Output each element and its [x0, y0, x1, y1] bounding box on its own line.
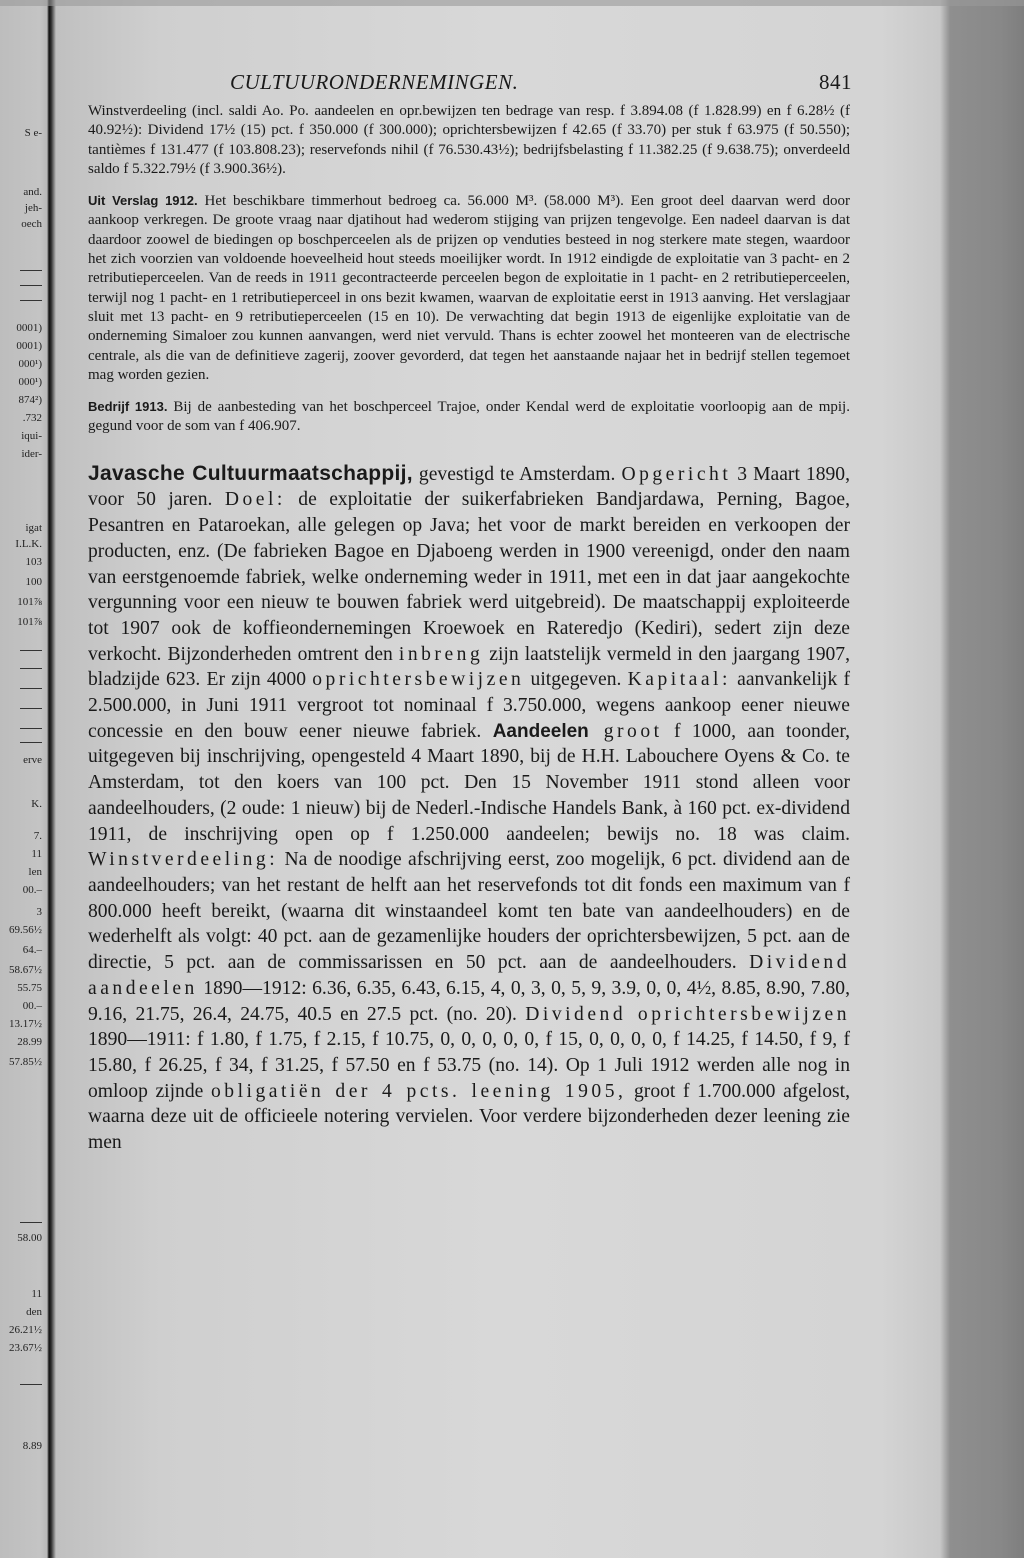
obligatien-text: groot f 1.700.000 afgelost, waarna deze uit de officieele notering vervielen. Voor verdere bijzonderheden dezer leening zie men: [88, 1080, 850, 1154]
margin-fragment: 23.67½: [9, 1342, 42, 1354]
margin-rule: [20, 650, 42, 651]
aandeelen-text: f 1000, aan toonder, uitgegeven bij inschrijving, opengesteld 4 Maart 1890, bij de H.H. Labouchere Oyens & Co. te Amsterdam, tot den koers van 100 pct. Den 15 November 1911 stond alleen voor aandeelhouders, (2 oude: 1 nieuw) bij de Nederl.-Indische Handels Bank, à 160 pct. ex-dividend 1911, de inschrijving open op f 1.250.000 aandeelen; bewijs no. 18 was claim.: [88, 720, 850, 845]
margin-rule: [20, 742, 42, 743]
opgericht-text: 3 Maart 1890, voor 50 jaren.: [88, 463, 850, 511]
groot-label: groot: [588, 720, 663, 742]
margin-rule: [20, 708, 42, 709]
company-entry: [88, 461, 850, 1156]
margin-fragment: 3: [36, 906, 42, 918]
margin-fragment: jeh-: [24, 202, 42, 214]
margin-rule: [20, 1222, 42, 1223]
margin-fragment: oech: [21, 218, 42, 230]
margin-fragment: K.: [31, 798, 42, 810]
margin-rule: [20, 1384, 42, 1385]
running-title: CULTUURONDERNEMINGEN.: [230, 70, 519, 94]
aandeelen-label: Aandeelen: [492, 720, 589, 742]
company-seat: gevestigd te Amsterdam.: [412, 463, 616, 485]
margin-fragment: 13.17½: [9, 1018, 42, 1030]
margin-rule: [20, 300, 42, 301]
margin-rule: [20, 728, 42, 729]
kapitaal-text: aanvankelijk f 2.500.000, in Juni 1911 vergroot tot nominaal f 3.750.000, wegens aankoop eener nieuwe concessie en den bouw eener nieuwe fabriek.: [88, 669, 850, 742]
margin-fragment: 874²): [18, 394, 42, 406]
margin-fragment: S e-: [24, 127, 42, 139]
margin-rule: [20, 285, 42, 286]
margin-fragment: ider-: [21, 448, 42, 460]
margin-fragment: 8.89: [22, 1440, 42, 1452]
margin-fragment: and.: [23, 186, 42, 198]
obligatien-label: obligatiën der 4 pcts. leening 1905,: [210, 1080, 627, 1102]
verslag-text: Het beschikbare timmerhout bedroeg ca. 56.000 M³. (58.000 M³). Een groot deel daarvan werd door aankoop verkregen. De groote vraag naar djatihout had wederom stijging van prijzen tengevolge. Een nadeel daarvan is dat daardoor zoowel de biedingen op boschperceelen als de prijzen op venduties besteed in nog sterkere mate stegen, waardoor het zich voorzien van voldoende hoeveelheid hout steeds moeilijker wordt. In 1912 eindigde de exploitatie van 3 pacht- en 2 retributieperceelen. Van de reeds in 1911 gecontracteerde perceelen begon de exploitatie in 1 pacht- en 2 retributieperceelen, terwijl nog 1 pacht- en 1 retributieperceel in ons bezit kwamen, waarvan de exploitatie eerst in 1913 aanving. Het verslagjaar sluit met 13 pacht- en 9 retributieperceelen (15 en 10). De verwachting dat begin 1913 de eigenlijke exploitatie van de onderneming Simaloer zou kunnen aanvangen, werd niet vervuld. Thans is echter zoowel het monteeren van de electrische centrale, als die van de definitieve zagerij, zoover gevorderd, dat tegen het aanstaande najaar het in bedrijf stellen tegemoet mag worden gezien.: [88, 193, 851, 383]
verslag-lead: Uit Verslag 1912.: [88, 193, 198, 209]
previous-page-margin: [0, 0, 46, 1558]
winstverdeeling-label: Winstverdeeling:: [88, 849, 279, 871]
margin-fragment: 00.–: [22, 1000, 42, 1012]
margin-fragment: len: [28, 866, 42, 878]
margin-fragment: 28.99: [17, 1036, 42, 1048]
winstverdeeling-paragraph: Winstverdeeling (incl. saldi Ao. Po. aandeelen en opr.bewijzen ten bedrage van resp. f 3.894.08 (f 1.828.99) en f 6.28½ (f 40.92½): Dividend 17½ (15) pct. f 350.000 (f 300.000); oprichtersbewijzen f 42.65 (f 33.70) per stuk f 63.975 (f 50.550); tantièmes f 131.477 (f 103.808.23); reservefonds nihil (f 76.530.43½); bedrijfsbelasting f 11.382.25 (f 9.638.75); onverdeeld saldo f 5.322.79½ (f 3.900.36½).: [88, 103, 850, 177]
document-page: [88, 70, 850, 1156]
margin-fragment: 69.56½: [9, 924, 42, 936]
verslag-paragraph: [88, 191, 850, 385]
oprichters-label: oprichtersbewijzen: [312, 669, 525, 691]
margin-fragment: igat: [25, 522, 42, 534]
kapitaal-label: Kapitaal:: [627, 669, 731, 691]
dividend-oprichters-label: Dividend oprichtersbewijzen: [525, 1003, 850, 1025]
margin-fragment: 55.75: [17, 982, 42, 994]
margin-fragment: 0001): [16, 340, 42, 352]
margin-fragment: 7.: [33, 830, 42, 842]
margin-rule: [20, 270, 42, 271]
margin-fragment: I.L.K.: [15, 538, 42, 550]
page-number: 841: [819, 70, 852, 94]
margin-fragment: 11: [31, 848, 42, 860]
margin-fragment: iqui-: [21, 430, 42, 442]
dividend-oprichters-text: 1890—1911: f 1.80, f 1.75, f 2.15, f 10.75, 0, 0, 0, 0, 0, f 15, 0, 0, 0, 0, f 14.25, f 14.50, f 9, f 15.80, f 26.25, f 34, f 31.25, f 57.50 en f 53.75 (no. 14). Op 1 Juli 1912 werden alle nog in omloop zijnde: [88, 1029, 850, 1102]
margin-fragment: 000¹): [18, 358, 42, 370]
margin-rule: [20, 668, 42, 669]
margin-fragment: den: [26, 1306, 42, 1318]
doel-label: Doel:: [224, 489, 286, 511]
margin-fragment: 103: [25, 556, 42, 568]
margin-fragment: 58.00: [17, 1232, 42, 1244]
margin-fragment: 11: [31, 1288, 42, 1300]
margin-fragment: 101⅞: [17, 596, 42, 608]
oprichters-text: uitgegeven.: [524, 669, 628, 691]
inbreng-text: zijn laatstelijk vermeld in den jaargang 1907, bladzijde 623. Er zijn 4000: [88, 643, 850, 691]
margin-fragment: 00.–: [22, 884, 42, 896]
running-header: [88, 70, 850, 104]
doel-text: de exploitatie der suikerfabrieken Bandjardawa, Perning, Bagoe, Pesantren en Pataroekan, alle gelegen op Java; het voor de markt bereiden en verkoopen der producten, enz. (De fabrieken Bagoe en Djaboeng werden in 1900 vereenigd, onder den naam van eerstgenoemde fabriek, welke onderneming weder in 1911, met een in dat jaar aangekochte vergunning voor een nieuw te bouwen fabriek werd uitgebreid). De maatschappij exploiteerde tot 1907 ook de koffieondernemingen Kroewoek en Rateredjo (Kediri), sedert zijn deze verkocht. Bijzonderheden omtrent den: [88, 489, 850, 665]
dividend-aandeelen-text: 1890—1912: 6.36, 6.35, 6.43, 6.15, 4, 0, 3, 0, 5, 9, 3.9, 0, 0, 4½, 8.85, 8.90, 7.80, 9.16, 21.75, 26.4, 24.75, 40.5 en 27.5 pct. (no. 20).: [88, 977, 850, 1025]
margin-rule: [20, 688, 42, 689]
company-name: Javasche Cultuurmaatschappij,: [88, 461, 413, 485]
page-top-edge: [0, 0, 1024, 6]
opgericht-label: Opgericht: [621, 463, 732, 485]
margin-fragment: 26.21½: [9, 1324, 42, 1336]
margin-fragment: .732: [22, 412, 42, 424]
bedrijf-text: Bij de aanbesteding van het boschperceel Trajoe, onder Kendal werd de exploitatie voorloopig aan de mpij. gegund voor de som van f 406.907.: [88, 399, 850, 435]
margin-fragment: erve: [23, 754, 42, 766]
margin-fragment: 101⅞: [17, 616, 42, 628]
margin-fragment: 64.–: [22, 944, 42, 956]
winstverdeeling-text: Na de noodige afschrijving eerst, zoo mogelijk, 6 pct. dividend aan de aandeelhouders; van het restant de helft aan het reservefonds tot dit fonds een maximum van f 800.000 heeft bereikt, (waarna dit winstaandeel komt ten bate van aandeelhouders) en de wederhelft als volgt: 40 pct. aan de gezamenlijke houders der oprichtersbewijzen, 5 pct. aan de directie, 5 pct. aan de commissarissen en 50 pct. aan de aandeelhouders.: [88, 849, 850, 974]
bedrijf-paragraph: [88, 397, 850, 437]
margin-fragment: 57.85½: [9, 1056, 42, 1068]
margin-fragment: 58.67½: [9, 964, 42, 976]
bedrijf-lead: Bedrijf 1913.: [88, 399, 168, 415]
margin-fragment: 000¹): [18, 376, 42, 388]
margin-fragment: 0001): [16, 322, 42, 334]
margin-fragment: 100: [25, 576, 42, 588]
inbreng-label: inbreng: [398, 643, 484, 665]
dividend-aandeelen-label: Dividend aandeelen: [88, 952, 850, 999]
